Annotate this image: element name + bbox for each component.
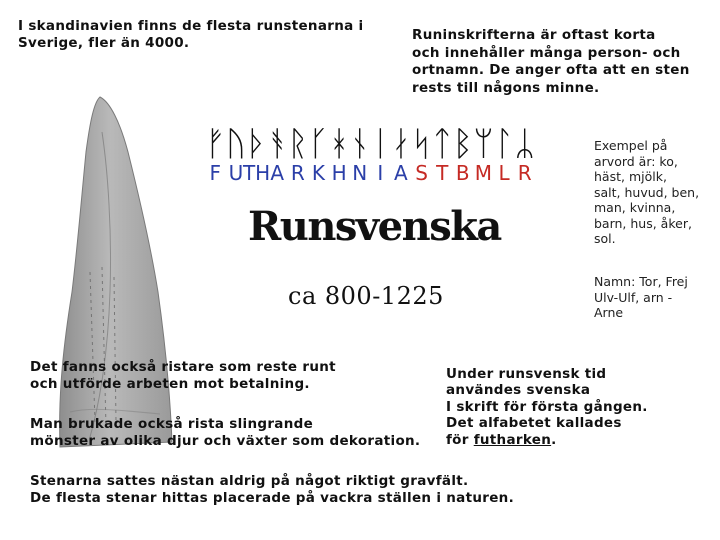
futhark-letter: L xyxy=(498,161,510,185)
rune-row xyxy=(205,124,535,162)
futhark-letter: K xyxy=(311,161,325,185)
rune-glyph: ᛁ xyxy=(370,124,391,162)
futhark-letter: I xyxy=(377,161,384,185)
swedish-lines: Under runsvensk tid användes svenska I skrift för första gången. Det alfabetet kallades xyxy=(446,365,648,431)
rune-glyph: ᛦ xyxy=(514,124,535,162)
rune-glyph: ᛋ xyxy=(411,124,432,162)
futhark-letter: R xyxy=(290,161,305,185)
futhark-letter: U xyxy=(228,161,244,185)
futhark-letter: F xyxy=(209,161,222,185)
rune-glyph: ᛚ xyxy=(493,124,515,162)
burial-text: Stenarna sattes nästan aldrig på något riktigt gravfält. De flesta stenar hittas placerade på vackra ställen i naturen. xyxy=(30,473,514,506)
runestone-image xyxy=(50,92,180,452)
rune-glyph: ᚴ xyxy=(308,124,329,162)
rune-glyph: ᛅ xyxy=(390,124,412,162)
names-text: Namn: Tor, Frej Ulv-Ulf, arn - Arne xyxy=(594,274,688,320)
swedish-text xyxy=(446,349,648,448)
swedish-prefix: för xyxy=(446,431,474,448)
futhark-letter: M xyxy=(474,161,493,185)
futhark-letters xyxy=(205,160,535,186)
rune-glyph: ᚱ xyxy=(287,124,309,162)
rune-glyph: ᚾ xyxy=(349,124,370,162)
futhark-letter: N xyxy=(352,161,368,185)
decoration-text: Man brukade också rista slingrande mönster av olika djur och växter som dekoration. xyxy=(30,416,421,449)
rune-glyph: ᚬ xyxy=(266,124,288,162)
futhark-letter: H xyxy=(331,161,347,185)
examples-text: Exempel på arvord är: ko, häst, mjölk, salt, huvud, ben, man, kvinna, barn, hus, åker, sol. xyxy=(594,138,700,246)
rune-glyph: ᚢ xyxy=(225,124,247,162)
futhark-letter: A xyxy=(270,161,285,185)
futhark-letter: B xyxy=(455,161,470,185)
inscription-text: Runinskrifterna är oftast korta och innehåller många person- och ortnamn. De anger ofta att en sten rests till någons minne. xyxy=(412,27,690,96)
rune-glyph: ᛏ xyxy=(431,124,453,162)
rune-glyph: ᚼ xyxy=(328,124,350,162)
futhark-letter: R xyxy=(517,161,532,185)
rune-glyph: ᛒ xyxy=(452,124,474,162)
futhark-letter: T xyxy=(436,161,449,185)
page-title: Runsvenska xyxy=(248,203,501,250)
futharken-link: futharken xyxy=(473,431,552,448)
period-dates: ca 800-1225 xyxy=(288,282,444,310)
rune-glyph: ᚦ xyxy=(246,124,267,162)
futhark-letter: S xyxy=(415,161,428,185)
intro-text: I skandinavien finns de flesta runstenarna i Sverige, fler än 4000. xyxy=(18,18,364,51)
swedish-suffix: . xyxy=(551,431,557,448)
futhark-letter: A xyxy=(394,161,408,185)
futhark-letter: TH xyxy=(242,161,271,185)
carvers-text: Det fanns också ristare som reste runt och utförde arbeten mot betalning. xyxy=(30,359,336,392)
rune-glyph: ᛘ xyxy=(473,124,494,162)
rune-glyph: ᚠ xyxy=(205,124,226,162)
